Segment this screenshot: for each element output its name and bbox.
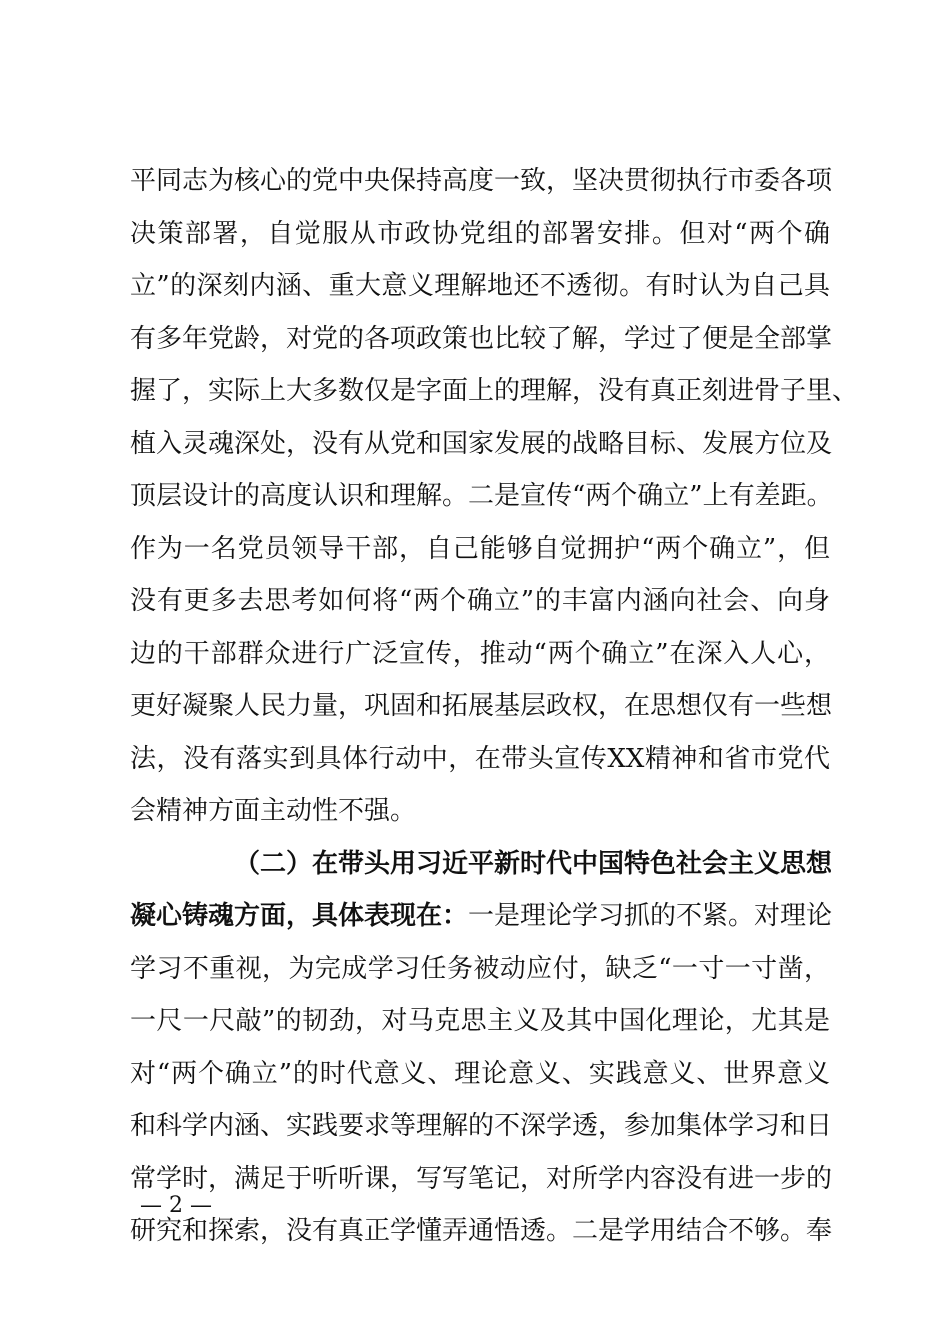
text-line: 立”的深刻内涵、重大意义理解地还不透彻。有时认为自己具 — [130, 271, 830, 301]
text-line: 对“两个确立”的时代意义、理论意义、实践意义、世界意义 — [130, 1058, 830, 1089]
section-heading-bold-text: 凝心铸魂方面，具体表现在： — [130, 901, 469, 931]
section-heading-rest-text: 一是理论学习抓的不紧。对理论 — [468, 901, 833, 931]
text-line: 作为一名党员领导干部，自己能够自觉拥护“两个确立”，但 — [130, 533, 830, 564]
text-line: 顶层设计的高度认识和理解。二是宣传“两个确立”上有差距。 — [130, 481, 833, 511]
text-line: 边的干部群众进行广泛宣传，推动“两个确立”在深入人心， — [130, 638, 830, 669]
text-line: 常学时，满足于听听课，写写笔记，对所学内容没有进一步的 — [130, 1163, 833, 1194]
text-line: 一尺一尺敲”的韧劲，对马克思主义及其中国化理论，尤其是 — [130, 1006, 830, 1036]
paragraph-2 — [130, 838, 833, 1258]
text-line: 决策部署，自觉服从市政协党组的部署安排。但对“两个确 — [130, 218, 830, 249]
paragraph-1 — [130, 155, 859, 838]
text-line: 握了，实际上大多数仅是字面上的理解，没有真正刻进骨子里、 — [130, 376, 859, 406]
text-line: 学习不重视，为完成学习任务被动应付，缺乏“一寸一寸凿， — [130, 953, 830, 984]
page-number: — 2 — — [140, 1193, 212, 1218]
section-heading-text: （二）在带头用习近平新时代中国特色社会主义思想 — [234, 848, 833, 879]
text-line: 平同志为核心的党中央保持高度一致，坚决贯彻执行市委各项 — [130, 166, 833, 196]
text-line: 会精神方面主动性不强。 — [130, 796, 417, 826]
text-line: 没有更多去思考如何将“两个确立”的丰富内涵向社会、向身 — [130, 586, 830, 616]
section-heading-line — [130, 838, 833, 891]
text-line: 植入灵魂深处，没有从党和国家发展的战略目标、发展方位及 — [130, 428, 833, 459]
text-line: 更好凝聚人民力量，巩固和拓展基层政权，在思想仅有一些想 — [130, 691, 833, 721]
section-heading-continuation — [130, 890, 833, 943]
text-line: 有多年党龄，对党的各项政策也比较了解，学过了便是全部掌 — [130, 323, 833, 354]
text-line: 法，没有落实到具体行动中，在带头宣传XX精神和省市党代 — [130, 743, 830, 774]
text-line: 和科学内涵、实践要求等理解的不深学透，参加集体学习和日 — [130, 1111, 833, 1141]
document-body — [130, 155, 859, 1258]
text-line: 研究和探索，没有真正学懂弄通悟透。二是学用结合不够。奉 — [130, 1216, 833, 1246]
